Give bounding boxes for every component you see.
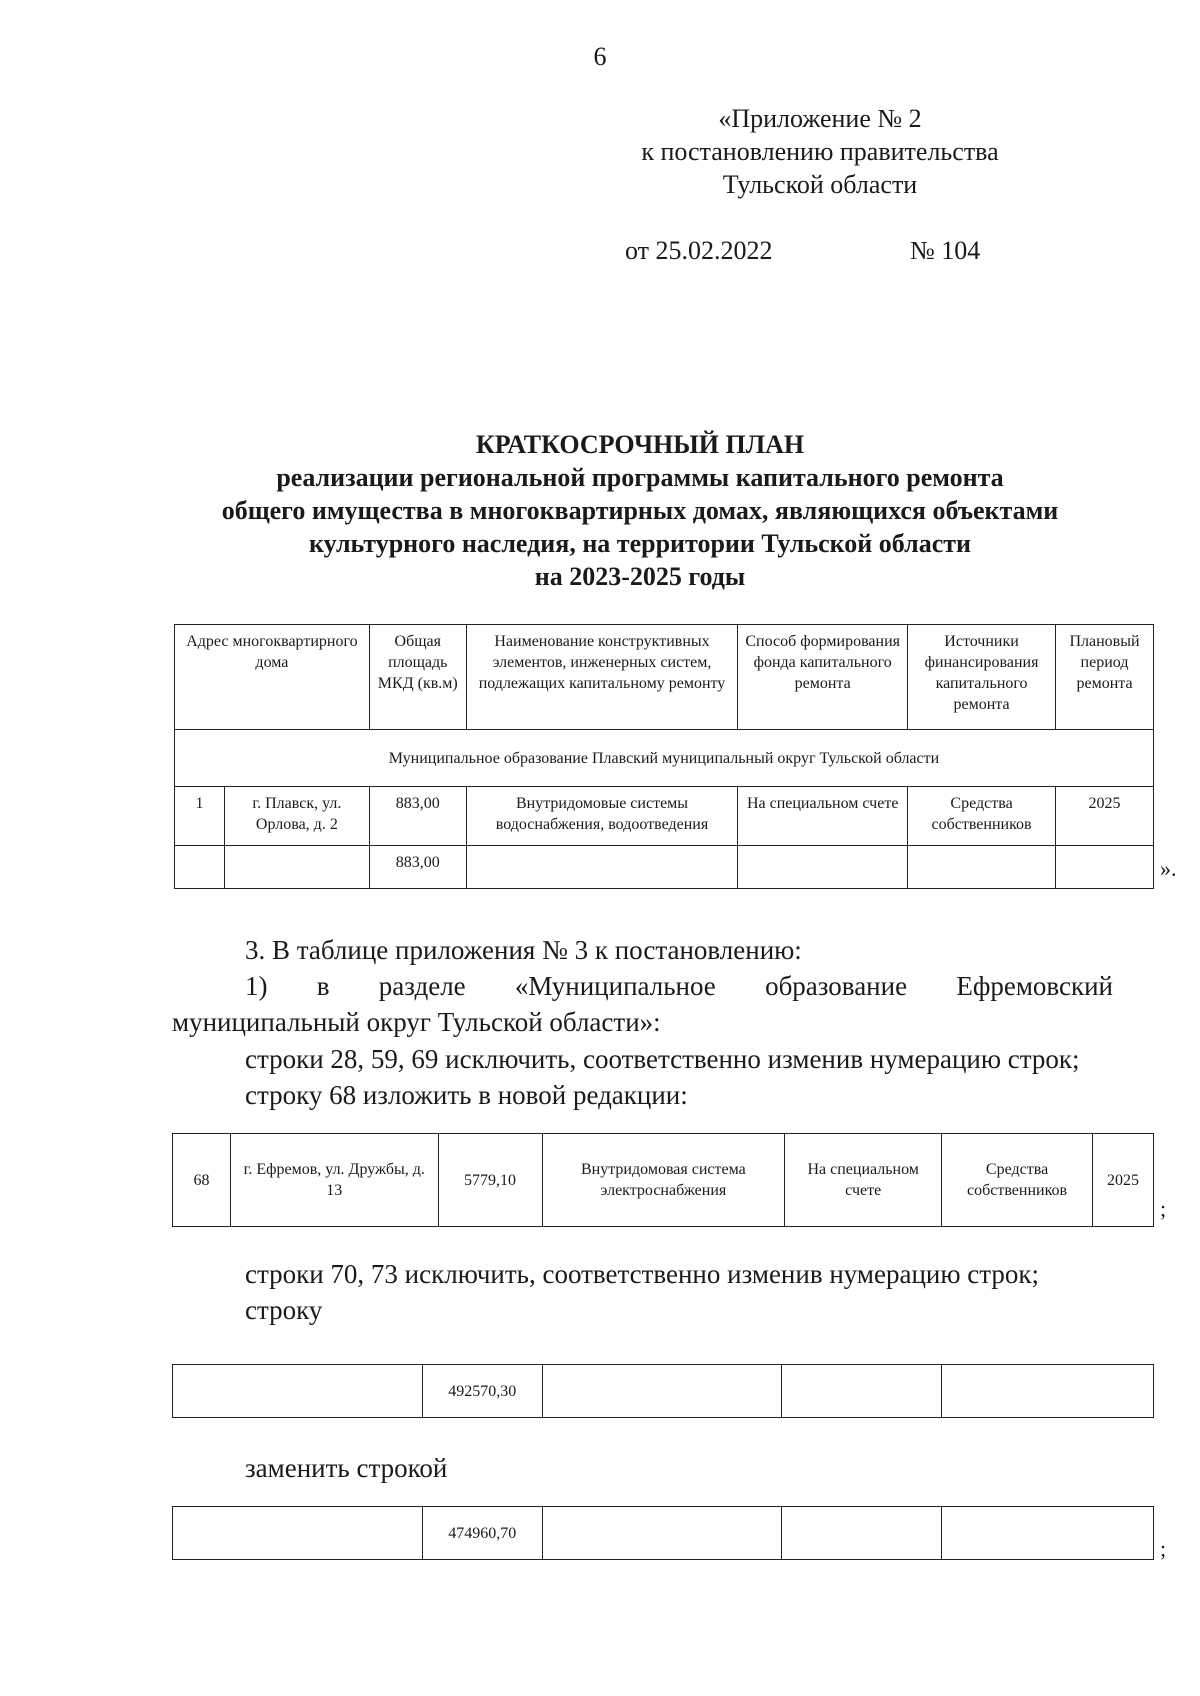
paragraph-3-1-line-2: муниципальный округ Тульской области»: bbox=[172, 1007, 661, 1037]
header-area: Общая площадь МКД (кв.м) bbox=[369, 625, 466, 730]
row-period: 2025 bbox=[1056, 787, 1154, 846]
municipality-name: Муниципальное образование Плавский муниципальный округ Тульской области bbox=[175, 730, 1154, 787]
empty-cell bbox=[466, 846, 738, 889]
total-area: 474960,70 bbox=[422, 1507, 542, 1560]
empty-cell bbox=[942, 1365, 1154, 1418]
page-number: 6 bbox=[593, 42, 607, 71]
title-line-5: на 2023-2025 годы bbox=[534, 562, 746, 591]
header-elements: Наименование конструктивных элементов, инженерных систем, подлежащих капитальному ремонту bbox=[466, 625, 738, 730]
instruction-remove-rows-2: строки 70, 73 исключить, соответственно изменив нумерацию строк; bbox=[245, 1259, 1040, 1289]
row-source: Средства собственников bbox=[942, 1134, 1093, 1227]
instruction-row-68: строку 68 изложить в новой редакции: bbox=[245, 1080, 688, 1110]
row-period: 2025 bbox=[1093, 1134, 1154, 1227]
row-address: г. Ефремов, ул. Дружбы, д. 13 bbox=[230, 1134, 438, 1227]
table-row bbox=[173, 1365, 1154, 1418]
header-method: Способ формирования фонда капитального ремонта bbox=[738, 625, 908, 730]
empty-cell bbox=[542, 1365, 782, 1418]
table-row bbox=[175, 787, 1154, 846]
total-row bbox=[175, 846, 1154, 889]
empty-cell bbox=[782, 1365, 942, 1418]
plan-table bbox=[174, 624, 1154, 889]
empty-cell bbox=[173, 1365, 423, 1418]
paragraph-3-1-line-1: 1) в разделе «Муниципальное образование Ефремовский bbox=[245, 971, 1113, 1001]
header-period: Плановый период ремонта bbox=[1056, 625, 1154, 730]
appendix-line-2: к постановлению правительства bbox=[641, 137, 999, 166]
header-row bbox=[175, 625, 1154, 730]
instruction-replace: заменить строкой bbox=[245, 1453, 448, 1483]
appendix-date: от 25.02.2022 bbox=[625, 236, 773, 265]
closing-quote-mark: ». bbox=[1160, 856, 1177, 881]
row-number: 1 bbox=[175, 787, 225, 846]
appendix-heading bbox=[560, 102, 1080, 201]
new-total-table bbox=[172, 1506, 1154, 1560]
table-row bbox=[173, 1134, 1154, 1227]
semicolon-mark: ; bbox=[1160, 1536, 1167, 1561]
empty-cell bbox=[173, 1507, 423, 1560]
row-source: Средства собственников bbox=[908, 787, 1056, 846]
appendix-number: № 104 bbox=[910, 236, 981, 265]
title-line-1: КРАТКОСРОЧНЫЙ ПЛАН bbox=[475, 430, 805, 459]
row-elements: Внутридомовая система электроснабжения bbox=[542, 1134, 785, 1227]
appendix-line-1: «Приложение № 2 bbox=[718, 104, 922, 133]
empty-cell bbox=[942, 1507, 1154, 1560]
total-area: 883,00 bbox=[369, 846, 466, 889]
empty-cell bbox=[1056, 846, 1154, 889]
empty-cell bbox=[782, 1507, 942, 1560]
row-number: 68 bbox=[173, 1134, 231, 1227]
row-area: 5779,10 bbox=[438, 1134, 542, 1227]
paragraph-3: 3. В таблице приложения № 3 к постановлению: bbox=[245, 935, 802, 965]
total-area: 492570,30 bbox=[422, 1365, 542, 1418]
header-address: Адрес многоквартирного дома bbox=[175, 625, 370, 730]
empty-cell bbox=[542, 1507, 782, 1560]
row-address: г. Плавск, ул. Орлова, д. 2 bbox=[224, 787, 369, 846]
row-method: На специальном счете bbox=[785, 1134, 942, 1227]
empty-cell bbox=[224, 846, 369, 889]
empty-cell bbox=[738, 846, 908, 889]
instruction-remove-rows: строки 28, 59, 69 исключить, соответственно изменив нумерацию строк; bbox=[245, 1044, 1080, 1074]
empty-cell bbox=[908, 846, 1056, 889]
header-source: Источники финансирования капитального ремонта bbox=[908, 625, 1056, 730]
title-line-3: общего имущества в многоквартирных домах, являющихся объектами bbox=[221, 496, 1059, 525]
row-area: 883,00 bbox=[369, 787, 466, 846]
empty-cell bbox=[175, 846, 225, 889]
appendix-line-3: Тульской области bbox=[722, 170, 918, 199]
table-row bbox=[173, 1507, 1154, 1560]
old-total-table bbox=[172, 1364, 1154, 1418]
row-elements: Внутридомовые системы водоснабжения, водоотведения bbox=[466, 787, 738, 846]
document-title bbox=[120, 428, 1160, 593]
title-line-4: культурного наследия, на территории Тульской области bbox=[308, 529, 971, 558]
row-68-table bbox=[172, 1133, 1154, 1227]
title-line-2: реализации региональной программы капитального ремонта bbox=[276, 463, 1004, 492]
row-method: На специальном счете bbox=[738, 787, 908, 846]
semicolon-mark: ; bbox=[1160, 1196, 1167, 1221]
municipality-row bbox=[175, 730, 1154, 787]
instruction-row: строку bbox=[245, 1295, 323, 1325]
